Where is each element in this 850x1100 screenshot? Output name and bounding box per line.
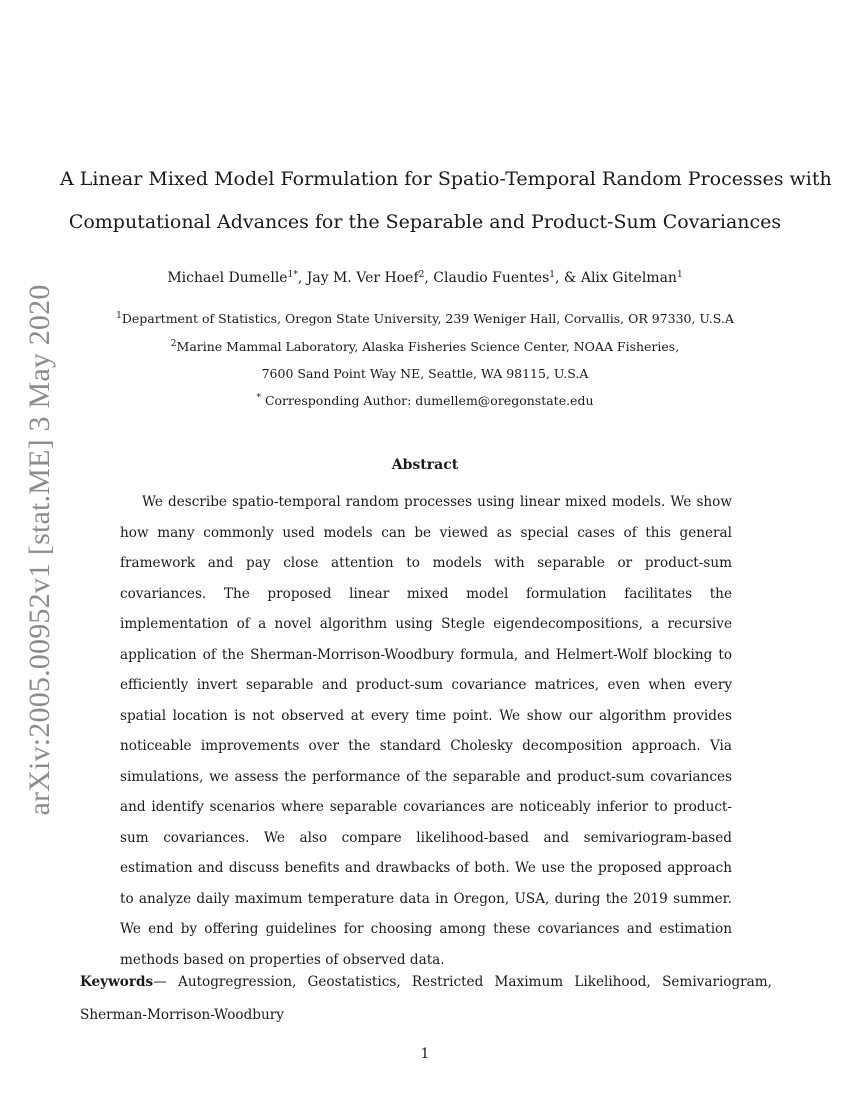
author-list bbox=[60, 268, 790, 288]
author-separator: , bbox=[424, 270, 434, 286]
author-affiliation-mark: 1* bbox=[287, 270, 298, 280]
affiliation-text: 7600 Sand Point Way NE, Seattle, WA 98115, U.S.A bbox=[261, 366, 589, 381]
author-name: Alix Gitelman bbox=[580, 270, 677, 286]
keywords-label: Keywords bbox=[80, 974, 154, 990]
affiliation-2-address bbox=[60, 365, 790, 383]
corresponding-author bbox=[60, 392, 790, 410]
author-affiliation-mark: 2 bbox=[418, 270, 425, 280]
author-name: Jay M. Ver Hoef bbox=[306, 270, 419, 286]
author-separator: , bbox=[297, 270, 307, 286]
affiliation-1 bbox=[60, 310, 790, 328]
corresponding-mark: * bbox=[256, 393, 261, 403]
keywords-dash: — bbox=[153, 974, 178, 990]
paper-title bbox=[60, 158, 832, 244]
page-number: 1 bbox=[420, 1046, 430, 1062]
affiliation-text: Marine Mammal Laboratory, Alaska Fisheries Science Center, NOAA Fisheries, bbox=[176, 339, 680, 354]
affiliation-mark: 1 bbox=[116, 311, 122, 321]
affiliation-mark: 2 bbox=[170, 339, 177, 349]
arxiv-identifier: arXiv:2005.00952v1 [stat.ME] 3 May 2020 bbox=[23, 284, 56, 816]
author-affiliation-mark: 1 bbox=[676, 270, 683, 280]
affiliation-2 bbox=[60, 338, 790, 356]
affiliation-text: Department of Statistics, Oregon State University, 239 Weniger Hall, Corvallis, OR 97330, U.S.A bbox=[121, 311, 734, 326]
author-separator: , & bbox=[555, 270, 581, 286]
author-name: Michael Dumelle bbox=[167, 270, 288, 286]
corresponding-email: Corresponding Author: dumellem@oregonstate.edu bbox=[260, 393, 594, 408]
title-line-1: A Linear Mixed Model Formulation for Spatio-Temporal Random Processes with bbox=[60, 168, 832, 190]
keywords-section bbox=[80, 966, 772, 1032]
author-affiliation-mark: 1 bbox=[549, 270, 556, 280]
keywords-list: Autogregression, Geostatistics, Restricted Maximum Likelihood, Semivariogram, Sherman-Morrison-Woodbury bbox=[80, 974, 772, 1023]
abstract-body: We describe spatio-temporal random processes using linear mixed models. We show how many commonly used models can be viewed as special cases of this general framework and pay close attention to models with separable or product-sum covariances. The proposed linear mixed model formulation facilitates the implementation of a novel algorithm using Stegle eigendecompositions, a recursive application of the Sherman-Morrison-Woodbury formula, and Helmert-Wolf blocking to efficiently invert separable and product-sum covariance matrices, even when every spatial location is not observed at every time point. We show our algorithm provides noticeable improvements over the standard Cholesky decomposition approach. Via simulations, we assess the performance of the separable and product-sum covariances and identify scenarios where separable covariances are noticeably inferior to product-sum covariances. We also compare likelihood-based and semivariogram-based estimation and discuss benefits and drawbacks of both. We use the proposed approach to analyze daily maximum temperature data in Oregon, USA, during the 2019 summer. We end by offering guidelines for choosing among these covariances and estimation methods based on properties of observed data. bbox=[120, 494, 732, 968]
author-name: Claudio Fuentes bbox=[433, 270, 550, 286]
title-line-2: Computational Advances for the Separable and Product-Sum Covariances bbox=[68, 211, 782, 233]
abstract-heading: Abstract bbox=[391, 457, 459, 473]
